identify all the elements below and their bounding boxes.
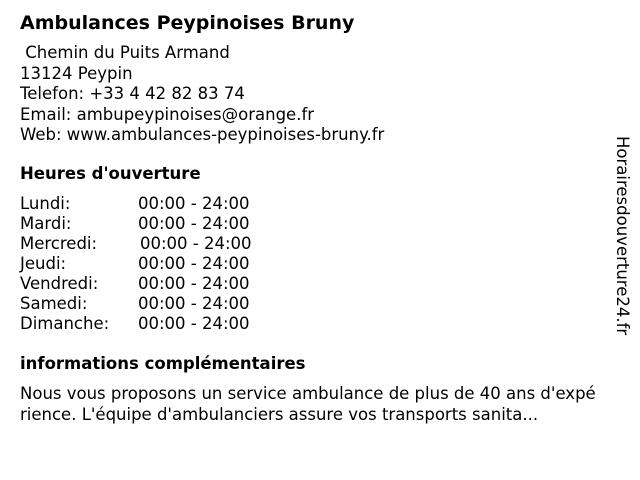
site-watermark: Horairesdouverture24.fr (613, 136, 632, 336)
phone-number: Telefon: +33 4 42 82 83 74 (20, 84, 245, 103)
info-heading: informations complémentaires (20, 354, 306, 373)
day-label: Samedi: (20, 294, 88, 313)
description-text (20, 384, 610, 425)
time-range: 00:00 - 24:00 (138, 274, 250, 293)
time-range: 00:00 - 24:00 (138, 194, 250, 213)
day-label: Dimanche: (20, 314, 110, 333)
day-label: Lundi: (20, 194, 71, 213)
time-range: 00:00 - 24:00 (138, 314, 250, 333)
hours-heading: Heures d'ouverture (20, 164, 201, 183)
website: Web: www.ambulances-peypinoises-bruny.fr (20, 125, 385, 144)
day-label: Mardi: (20, 214, 72, 233)
time-range: 00:00 - 24:00 (138, 254, 250, 273)
hours-row-saturday (20, 294, 280, 314)
time-range: 00:00 - 24:00 (138, 214, 250, 233)
email-address: Email: ambupeypinoises@orange.fr (20, 104, 315, 124)
time-range: 00:00 - 24:00 (140, 234, 252, 253)
description-line: Nous vous proposons un service ambulance de plus de 40 ans d'expé (20, 384, 596, 403)
hours-row-sunday (20, 314, 280, 334)
hours-row-friday (20, 274, 280, 294)
hours-row-wednesday (20, 234, 280, 254)
day-label: Vendredi: (20, 274, 99, 293)
description-line: rience. L'équipe d'ambulanciers assure vos transports sanita... (20, 404, 539, 424)
hours-row-thursday (20, 254, 280, 274)
city-postcode: 13124 Peypin (20, 63, 133, 83)
opening-hours-table (20, 194, 280, 334)
hours-row-tuesday (20, 214, 280, 234)
time-range: 00:00 - 24:00 (138, 294, 250, 313)
business-name: Ambulances Peypinoises Bruny (20, 12, 355, 34)
street-address: Chemin du Puits Armand (20, 43, 230, 62)
day-label: Jeudi: (20, 254, 67, 273)
day-label: Mercredi: (20, 234, 98, 253)
contact-block (20, 43, 384, 146)
hours-row-monday (20, 194, 280, 214)
